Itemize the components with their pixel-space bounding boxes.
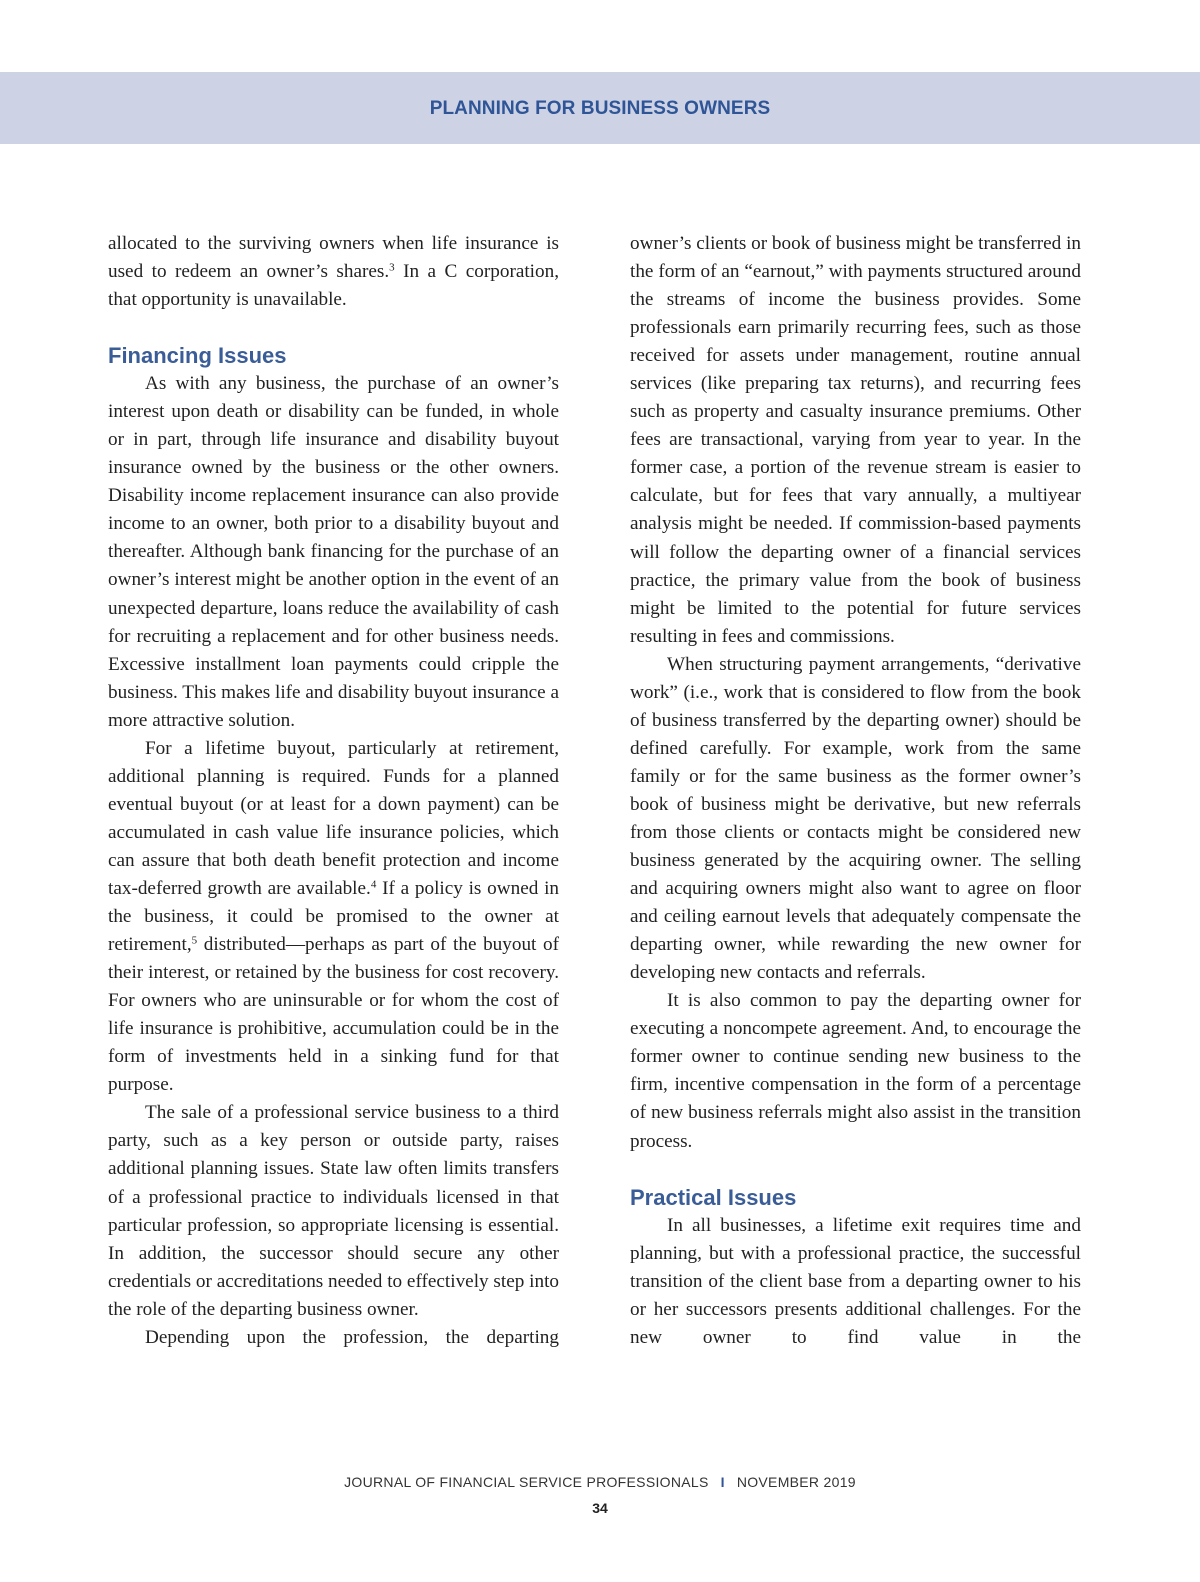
- right-column: [630, 230, 1081, 1352]
- paragraph: When structuring payment arrangements, “derivative work” (i.e., work that is considered to flow from the book of business transferred by the departing owner) should be defined carefully. For example, work from the same family or for the same business as the former owner’s book of business might be derivative, but new referrals from those clients or contacts might be considered new business generated by the acquiring owner. The selling and acquiring owners might also want to agree on floor and ceiling earnout levels that adequately compensate the departing owner, while rewarding the new owner for developing new contacts and referrals.: [630, 653, 1081, 984]
- section-heading-financing: Financing Issues: [108, 343, 287, 369]
- text-run: allocated to the surviving owners when life insurance is used to redeem an owner’s shares.: [108, 233, 559, 283]
- footnote-ref: 5: [191, 934, 198, 947]
- text-run: In a C corporation, that opportunity is unavailable.: [108, 261, 559, 311]
- page-number: 34: [592, 1500, 608, 1516]
- paragraph: [108, 230, 559, 314]
- section-heading-practical: Practical Issues: [630, 1184, 797, 1210]
- text-run: distributed—perhaps as part of the buyout of their interest, or retained by the business for cost recovery. For owners who are uninsurable or for whom the cost of life insurance is prohibitive, accumulation could be in the form of investments held in a sinking fund for that purpose.: [108, 934, 559, 1096]
- paragraph: owner’s clients or book of business might be transferred in the form of an “earnout,” with payments structured around the streams of income the business provides. Some professionals earn primarily recurring fees, such as those received for assets under management, routine annual services (like preparing tax returns), and recurring fees such as property and casualty insurance premiums. Other fees are transactional, varying from year to year. In the former case, a portion of the revenue stream is easier to calculate, but for fees that vary annually, a multiyear analysis might be needed. If commission-based payments will follow the departing owner of a financial services practice, the primary value from the book of business might be limited to the potential for future services resulting in fees and commissions.: [630, 233, 1081, 647]
- left-column: [108, 230, 559, 1352]
- paragraph: The sale of a professional service business to a third party, such as a key person or outside party, raises additional planning issues. State law often limits transfers of a professional practice to individuals licensed in that particular profession, so appropriate licensing is essential. In addition, the successor should secure any other credentials or accreditations needed to effectively step into the role of the departing business owner.: [108, 1102, 559, 1320]
- issue-date: NOVEMBER 2019: [736, 1474, 856, 1490]
- journal-name: JOURNAL OF FINANCIAL SERVICE PROFESSIONALS: [344, 1474, 709, 1490]
- paragraph: It is also common to pay the departing owner for executing a noncompete agreement. And, to encourage the former owner to continue sending new business to the firm, incentive compensation in the form of a percentage of new business referrals might also assist in the transition process.: [630, 990, 1081, 1152]
- paragraph: Depending upon the profession, the departing: [145, 1326, 559, 1348]
- footer-separator: I: [720, 1474, 725, 1490]
- text-run: If a policy is owned in the business, it could be promised to the owner at retirement,: [108, 877, 559, 956]
- footnote-ref: 3: [389, 261, 395, 274]
- paragraph: In all businesses, a lifetime exit requires time and planning, but with a professional practice, the successful transition of the client base from a departing owner to his or her successors presents additional challenges. For the new owner to find value in the: [630, 1214, 1081, 1348]
- paragraph: As with any business, the purchase of an owner’s interest upon death or disability can be funded, in whole or in part, through life insurance and disability buyout insurance owned by the business or the other owners. Disability income replacement insurance can also provide income to an owner, both prior to a disability buyout and thereafter. Although bank financing for the purchase of an owner’s interest might be another option in the event of an unexpected departure, loans reduce the availability of cash for recruiting a replacement and for other business needs. Excessive installment loan payments could cripple the business. This makes life and disability buyout insurance a more attractive solution.: [108, 373, 560, 731]
- text-run: For a lifetime buyout, particularly at retirement, additional planning is required. Funds for a planned eventual buyout (or at least for a down payment) can be accumulated in cash value life insurance policies, which can assure that both death benefit protection and income tax-deferred growth are available.: [108, 737, 559, 899]
- paragraph: [108, 735, 559, 1100]
- footer-journal-line: [0, 1474, 1200, 1490]
- running-header-title: PLANNING FOR BUSINESS OWNERS: [429, 98, 771, 119]
- footnote-ref: 4: [370, 878, 377, 891]
